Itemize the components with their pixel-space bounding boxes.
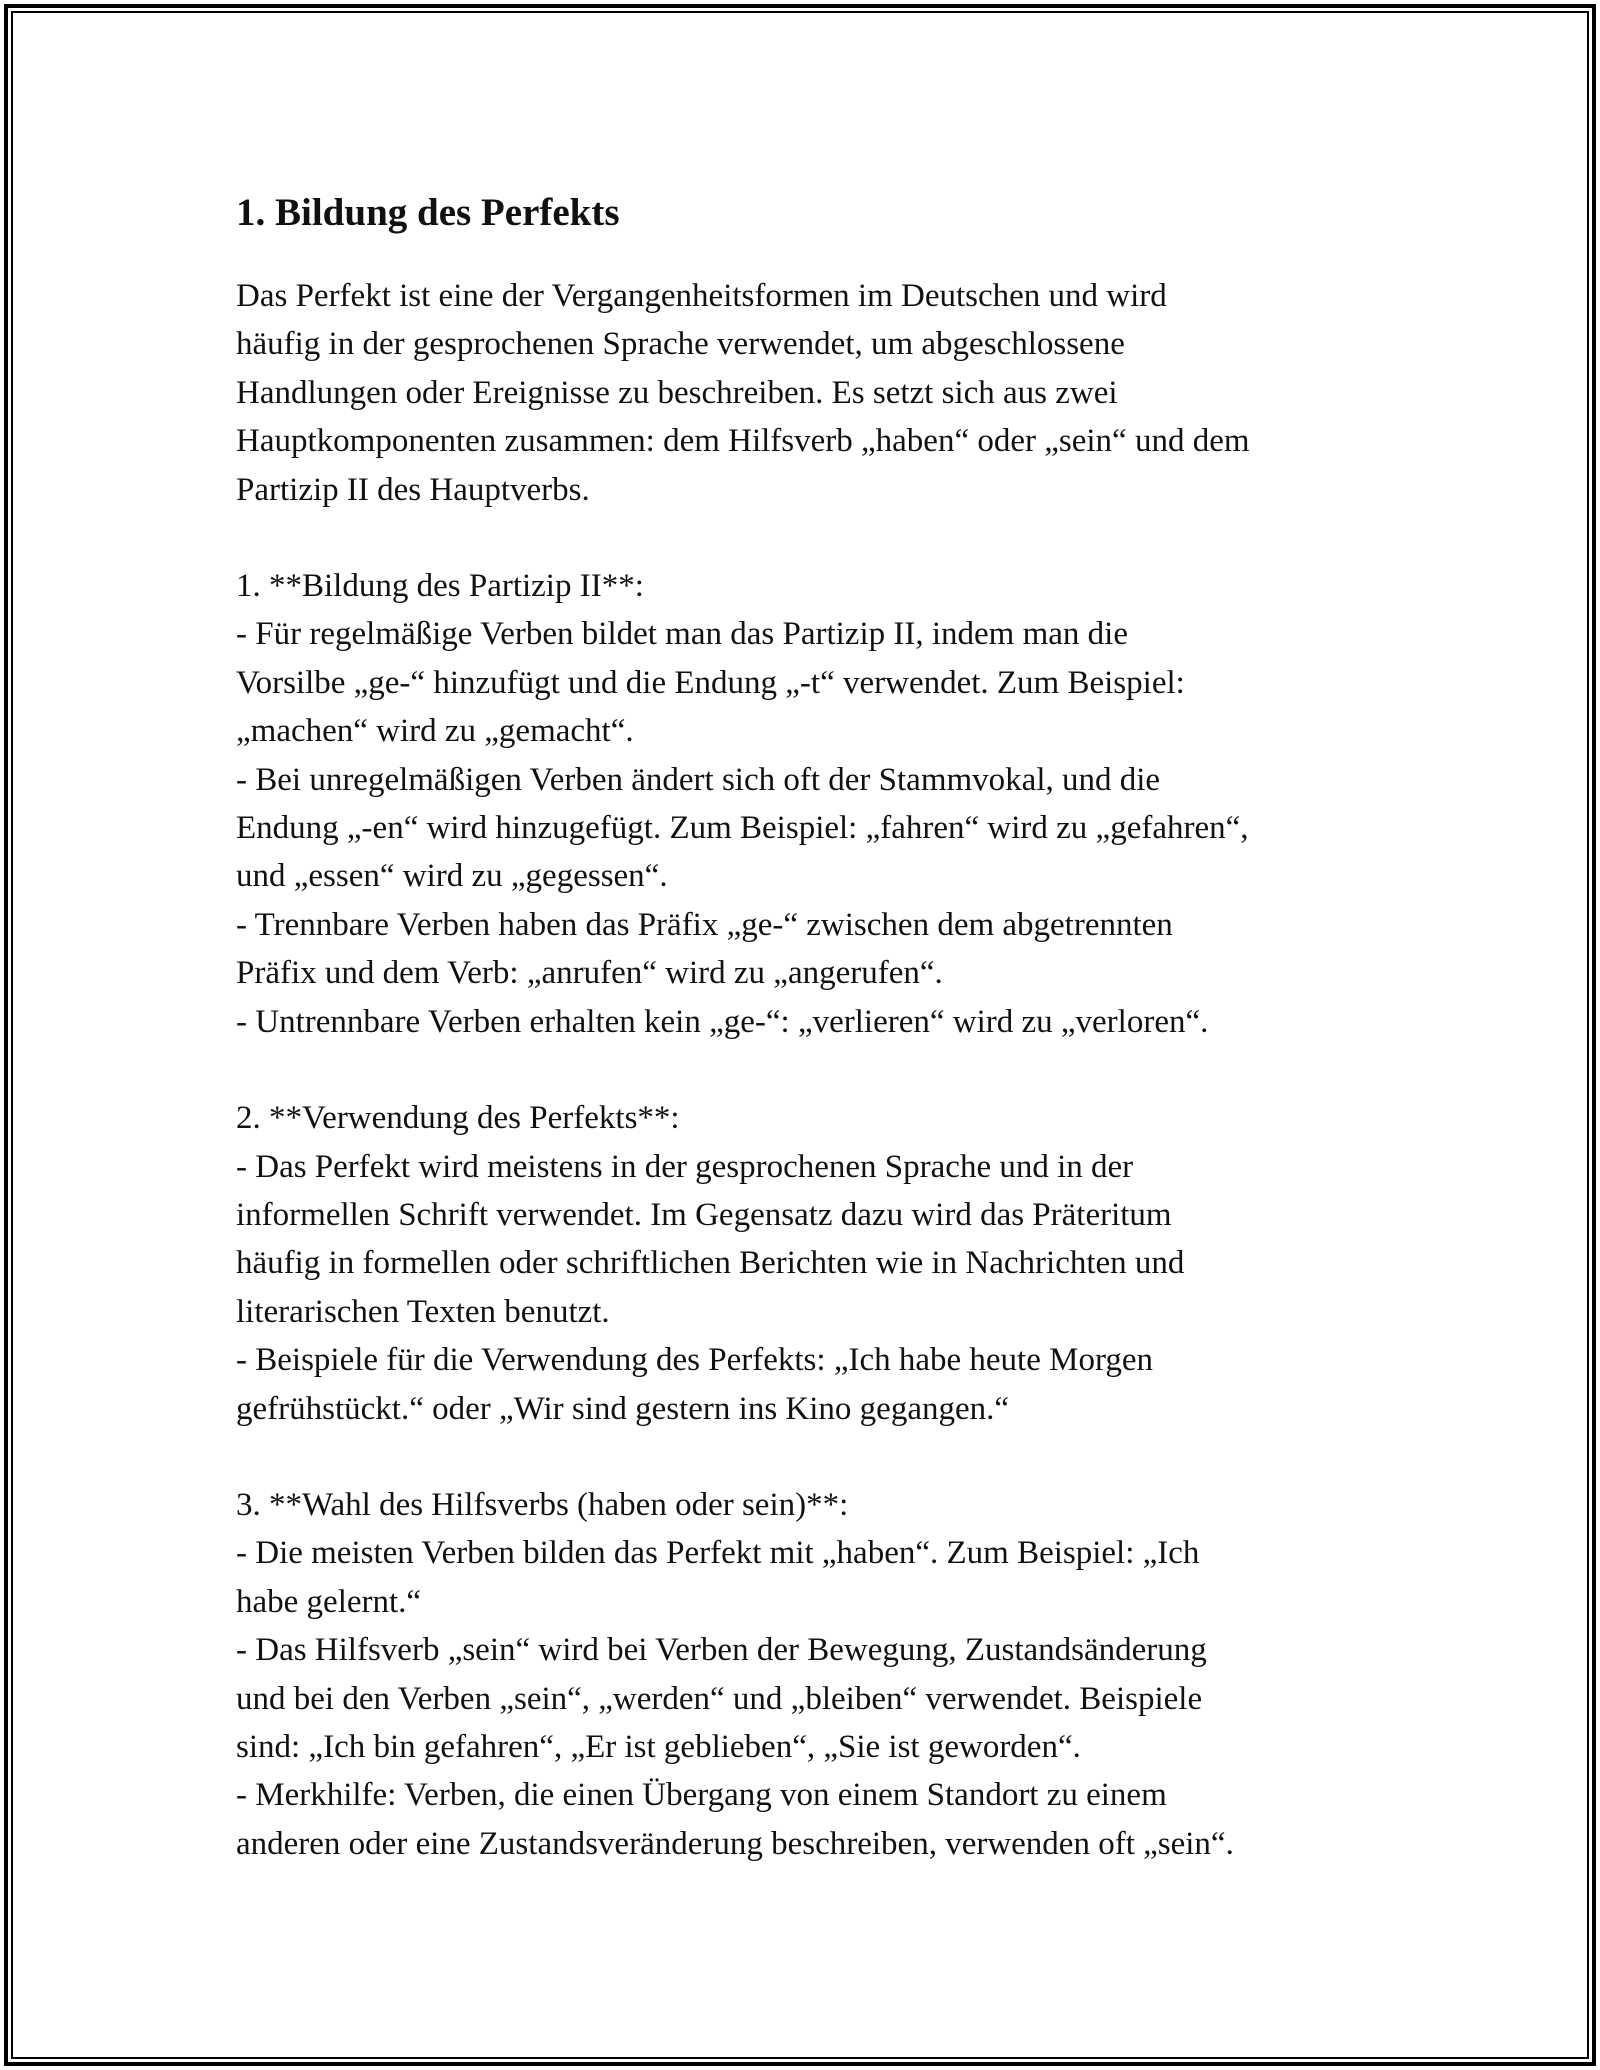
intro-paragraph: Das Perfekt ist eine der Vergangenheitsformen im Deutschen und wird häufig in der gesprochenen Sprache verwendet, um abgeschlossene Handlungen oder Ereignisse zu beschreiben. Es setzt sich aus zwei Hauptkomponenten zusammen: dem Hilfsverb „haben“ oder „sein“ und dem Partizip II des Hauptverbs. xyxy=(236,278,1250,508)
document-heading: 1. Bildung des Perfekts xyxy=(236,191,620,234)
section-partizip-ii: 1. **Bildung des Partizip II**: - Für regelmäßige Verben bildet man das Partizip II, indem man die Vorsilbe „ge-“ hinzufügt und die Endung „-t“ verwendet. Zum Beispiel: „machen“ wird zu „gemacht“. - Bei unregelmäßigen Verben ändert sich oft der Stammvokal, und die Endung „-en“ wird hinzugefügt. Zum Beispiel: „fahren“ wird zu „gefahren“, und „essen“ wird zu „gegessen“. - Trennbare Verben haben das Präfix „ge-“ zwischen dem abgetrennten Präfix und dem Verb: „anrufen“ wird zu „angerufen“. - Untrennbare Verben erhalten kein „ge-“: „verlieren“ wird zu „verloren“. xyxy=(236,568,1249,1040)
section-verwendung: 2. **Verwendung des Perfekts**: - Das Perfekt wird meistens in der gesprochenen Sprache und in der informellen Schrift verwendet. Im Gegensatz dazu wird das Präteritum häufig in formellen oder schriftlichen Berichten wie in Nachrichten und literarischen Texten benutzt. - Beispiele für die Verwendung des Perfekts: „Ich habe heute Morgen gefrühstückt.“ oder „Wir sind gestern ins Kino gegangen.“ xyxy=(236,1100,1185,1427)
section-hilfsverb: 3. **Wahl des Hilfsverbs (haben oder sein)**: - Die meisten Verben bilden das Perfekt mit „haben“. Zum Beispiel: „Ich habe gelernt.“ - Das Hilfsverb „sein“ wird bei Verben der Bewegung, Zustandsänderung und bei den Verben „sein“, „werden“ und „bleiben“ verwendet. Beispiele sind: „Ich bin gefahren“, „Er ist geblieben“, „Sie ist geworden“. - Merkhilfe: Verben, die einen Übergang von einem Standort zu einem anderen oder eine Zustandsveränderung beschreiben, verwenden oft „sein“. xyxy=(236,1486,1234,1862)
document-body xyxy=(236,188,1386,1868)
